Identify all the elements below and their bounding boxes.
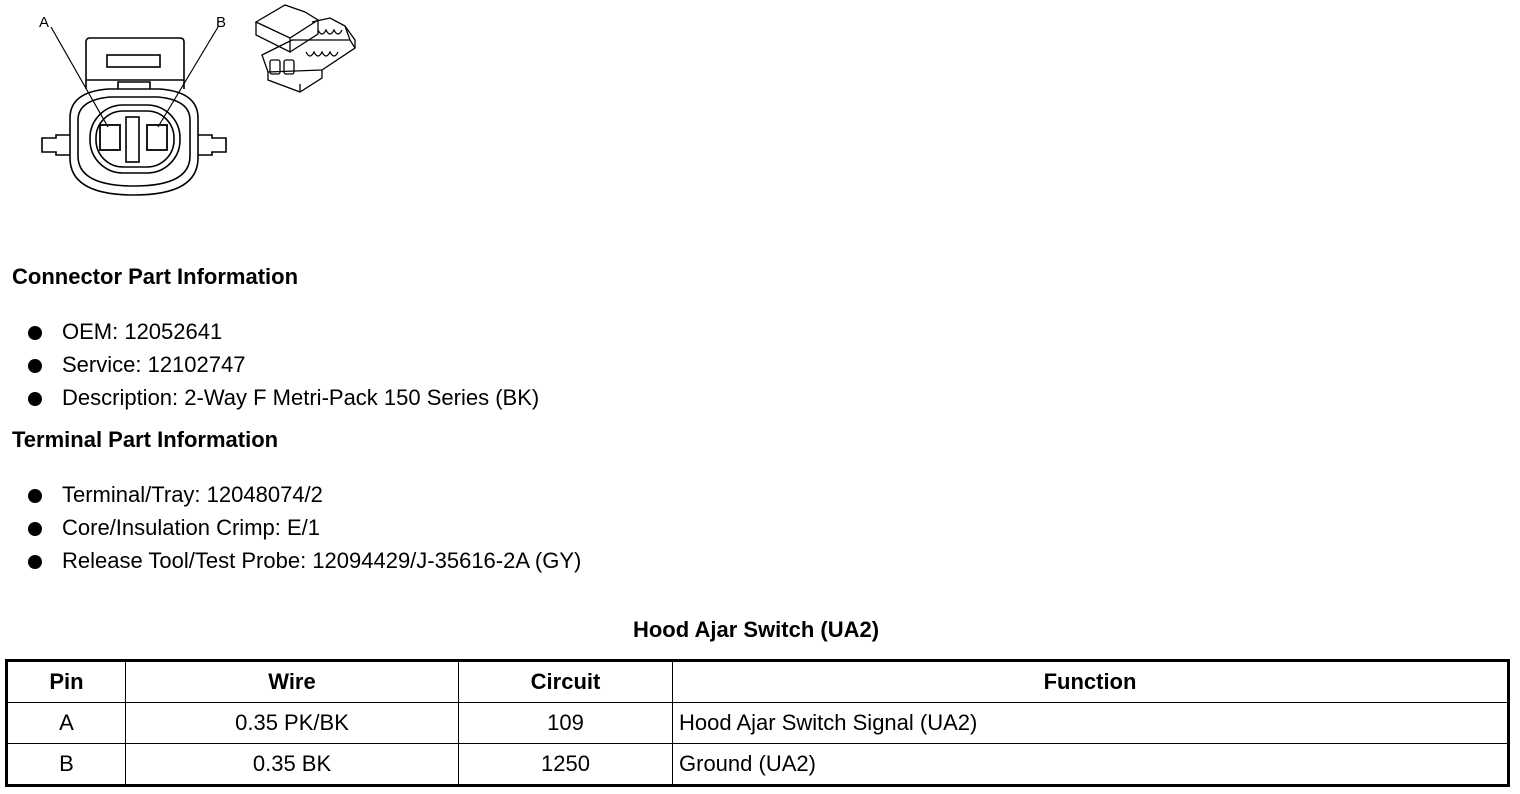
cell-pin: A [7, 703, 126, 744]
cavity-a [100, 125, 120, 150]
cell-wire: 0.35 PK/BK [126, 703, 459, 744]
cell-function: Hood Ajar Switch Signal (UA2) [673, 703, 1509, 744]
bullet-icon [28, 489, 42, 503]
bullet-icon [28, 555, 42, 569]
list-item-text: Service: 12102747 [62, 352, 246, 377]
column-header-function: Function [673, 661, 1509, 703]
cell-wire: 0.35 BK [126, 744, 459, 786]
bullet-icon [28, 392, 42, 406]
list-item [28, 351, 539, 384]
pin-label-a: A [39, 14, 50, 31]
bullet-icon [28, 522, 42, 536]
cell-pin: B [7, 744, 126, 786]
connector-isometric-illustration [256, 5, 355, 92]
connector-diagram [0, 0, 380, 215]
list-item [28, 318, 539, 351]
list-item-text: Terminal/Tray: 12048074/2 [62, 482, 323, 507]
list-item-text: OEM: 12052641 [62, 319, 223, 344]
table-header-row [7, 661, 1509, 703]
list-item [28, 547, 581, 580]
terminal-part-info-heading: Terminal Part Information [12, 427, 279, 452]
list-item-text: Release Tool/Test Probe: 12094429/J-35616-2A (GY) [62, 548, 582, 573]
table-row [7, 744, 1509, 786]
list-item-text: Description: 2-Way F Metri-Pack 150 Series (BK) [62, 385, 540, 410]
pin-table [5, 659, 1510, 787]
bullet-icon [28, 326, 42, 340]
pin-table-title: Hood Ajar Switch (UA2) [632, 617, 880, 642]
bullet-icon [28, 359, 42, 373]
column-header-wire: Wire [126, 661, 459, 703]
list-item [28, 514, 581, 547]
cavity-b [147, 125, 167, 150]
list-item-text: Core/Insulation Crimp: E/1 [62, 515, 320, 540]
pin-label-b: B [216, 14, 227, 31]
cell-circuit: 109 [459, 703, 673, 744]
list-item [28, 481, 581, 514]
terminal-part-info-list [28, 481, 581, 580]
cell-circuit: 1250 [459, 744, 673, 786]
list-item [28, 384, 539, 417]
table-row [7, 703, 1509, 744]
column-header-pin: Pin [7, 661, 126, 703]
connector-part-info-heading: Connector Part Information [12, 264, 299, 289]
connector-part-info-list [28, 318, 539, 417]
cell-function: Ground (UA2) [673, 744, 1509, 786]
column-header-circuit: Circuit [459, 661, 673, 703]
